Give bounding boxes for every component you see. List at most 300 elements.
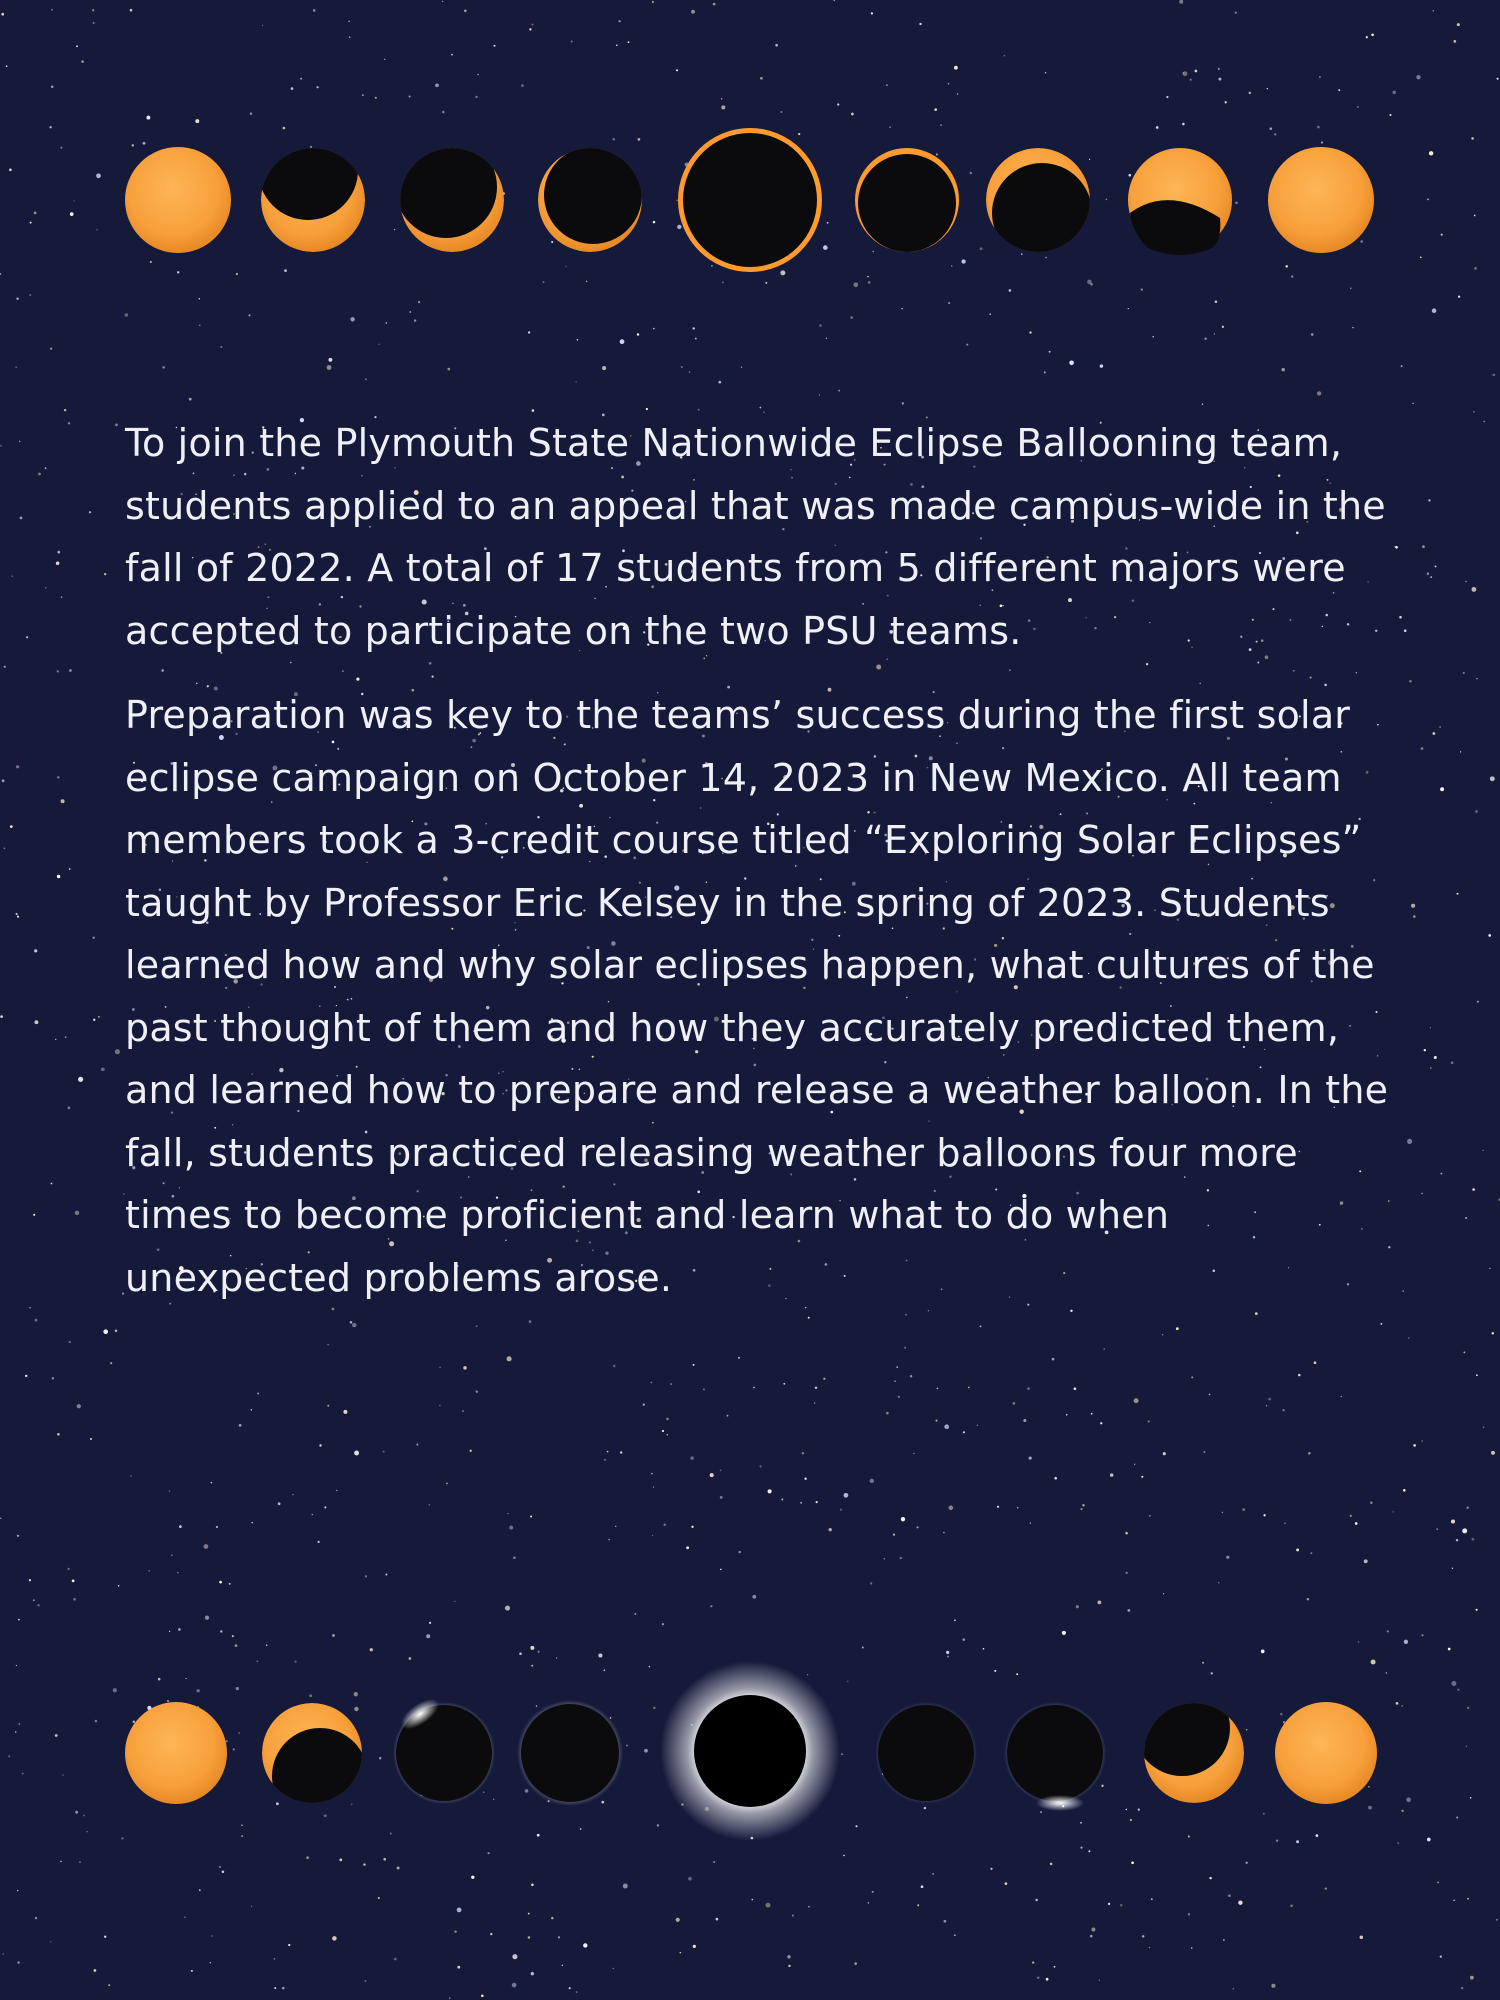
star xyxy=(29,1307,31,1309)
star xyxy=(854,1962,857,1965)
star xyxy=(1183,71,1188,76)
star xyxy=(1076,1605,1079,1608)
star xyxy=(800,1502,802,1504)
star xyxy=(187,213,189,215)
star xyxy=(12,576,13,577)
star xyxy=(449,1997,450,1998)
star xyxy=(1483,1426,1485,1428)
star xyxy=(93,937,95,939)
star xyxy=(1204,338,1206,340)
star xyxy=(1298,1374,1301,1377)
star xyxy=(1125,1572,1127,1574)
star xyxy=(1407,1139,1412,1144)
star xyxy=(1427,573,1429,575)
star xyxy=(1178,1732,1180,1734)
star xyxy=(968,1387,970,1389)
star xyxy=(266,1644,268,1646)
star xyxy=(365,379,366,380)
star xyxy=(934,108,937,111)
star xyxy=(134,1780,136,1782)
paragraph-preparation: Preparation was key to the teams’ success during the first solar eclipse campaign on October 14, 2023 in New Mexico. All team members took a 3-credit course titled “Exploring Solar Eclipses” taught by Professor Eric Kelsey in the spring of 2023. Students learned how and why solar eclipses happen, what cultures of the past thought of them and how they accurately predicted them, and learned how to prepare and release a weather balloon. In the fall, students practiced releasing weather balloons four more times to become proficient and learn what to do when unexpected problems arose. xyxy=(125,693,1389,1300)
star xyxy=(551,1917,553,1919)
star xyxy=(420,209,422,211)
star xyxy=(26,636,28,638)
star xyxy=(1320,196,1321,197)
star xyxy=(977,1425,979,1427)
star xyxy=(528,331,530,333)
star xyxy=(644,1749,648,1753)
star xyxy=(70,212,74,216)
star xyxy=(868,281,871,284)
star xyxy=(713,3,716,6)
star xyxy=(690,1456,693,1459)
star xyxy=(804,1477,806,1479)
star xyxy=(834,0,835,1)
star xyxy=(815,1387,817,1389)
star xyxy=(898,176,901,179)
star xyxy=(235,1644,238,1647)
star xyxy=(527,1753,530,1756)
star xyxy=(1395,546,1398,549)
star xyxy=(409,1657,412,1660)
star xyxy=(1214,333,1215,334)
star xyxy=(652,1,654,3)
star xyxy=(76,45,78,47)
star xyxy=(1321,141,1323,143)
star xyxy=(457,1908,462,1913)
star xyxy=(604,1459,605,1460)
star xyxy=(1120,1904,1122,1906)
star xyxy=(670,1383,672,1385)
star xyxy=(199,325,200,326)
star xyxy=(390,1833,392,1835)
star xyxy=(780,111,782,113)
star xyxy=(783,1383,785,1385)
star xyxy=(1428,499,1430,501)
star xyxy=(509,1526,513,1530)
star xyxy=(598,1653,602,1657)
star xyxy=(735,1756,740,1761)
star xyxy=(4,847,6,849)
star xyxy=(75,1211,79,1215)
star xyxy=(1163,1452,1166,1455)
star xyxy=(1040,1811,1042,1813)
star xyxy=(703,1389,705,1391)
star xyxy=(1370,1501,1373,1504)
star xyxy=(481,1995,484,1998)
star xyxy=(1371,1660,1376,1665)
star xyxy=(33,1214,35,1216)
star xyxy=(420,1794,422,1796)
star xyxy=(781,1499,783,1501)
star xyxy=(747,133,748,134)
star xyxy=(949,1506,954,1511)
star xyxy=(1023,1419,1026,1422)
star xyxy=(1458,296,1460,298)
star xyxy=(707,1765,709,1767)
star xyxy=(932,1873,933,1874)
star xyxy=(536,1705,538,1707)
star xyxy=(1035,192,1039,196)
star xyxy=(319,1444,321,1446)
star xyxy=(1190,79,1192,81)
star xyxy=(1401,1810,1403,1812)
star xyxy=(917,1904,919,1906)
star xyxy=(1352,327,1353,328)
star xyxy=(142,1787,143,1788)
star xyxy=(1222,1512,1224,1514)
star xyxy=(853,282,858,287)
star xyxy=(1101,1785,1103,1787)
star xyxy=(651,1473,652,1474)
star xyxy=(1355,1522,1358,1525)
star xyxy=(775,44,778,47)
star xyxy=(75,1811,78,1814)
star xyxy=(1005,1882,1008,1885)
star xyxy=(169,1490,170,1491)
star xyxy=(760,407,762,409)
star xyxy=(814,1402,815,1403)
star xyxy=(93,22,95,24)
star xyxy=(1062,1631,1066,1635)
star xyxy=(1440,787,1444,791)
star xyxy=(363,1863,365,1865)
star xyxy=(944,1920,947,1923)
star xyxy=(676,200,678,202)
star xyxy=(808,1906,810,1908)
star xyxy=(1316,1834,1319,1837)
star xyxy=(35,1917,37,1919)
star xyxy=(354,1451,359,1456)
star xyxy=(68,422,70,424)
star xyxy=(681,1803,683,1805)
star xyxy=(576,1991,578,1993)
star xyxy=(531,1972,534,1975)
star xyxy=(980,247,983,250)
star xyxy=(599,1728,601,1730)
star xyxy=(1049,351,1051,353)
star xyxy=(199,1889,201,1891)
star xyxy=(62,1774,63,1775)
star xyxy=(856,1825,858,1827)
star xyxy=(1080,1822,1082,1824)
star xyxy=(1473,411,1474,412)
star xyxy=(1436,1528,1438,1530)
star xyxy=(531,23,533,25)
star xyxy=(324,1814,327,1817)
star xyxy=(751,1837,754,1840)
star xyxy=(146,116,150,120)
star xyxy=(108,1984,110,1986)
star xyxy=(870,1479,874,1483)
star xyxy=(96,229,98,231)
star xyxy=(1463,1351,1465,1353)
star xyxy=(727,1415,729,1417)
star xyxy=(1151,1898,1153,1900)
star xyxy=(1235,12,1237,14)
star xyxy=(1317,126,1320,129)
star xyxy=(1462,1528,1467,1533)
star xyxy=(98,1016,100,1018)
star xyxy=(1218,78,1221,81)
star xyxy=(1029,1457,1032,1460)
star xyxy=(294,1660,296,1662)
star xyxy=(22,1773,24,1775)
star xyxy=(191,1970,193,1972)
star xyxy=(276,1802,279,1805)
star xyxy=(718,177,720,179)
star xyxy=(1360,240,1363,243)
star xyxy=(274,1958,276,1960)
star xyxy=(721,98,723,100)
star xyxy=(1045,72,1046,73)
star xyxy=(1311,333,1314,336)
star xyxy=(484,1758,487,1761)
star xyxy=(1297,1760,1298,1761)
star xyxy=(482,1777,484,1779)
star xyxy=(1477,1001,1479,1003)
star xyxy=(1483,421,1485,423)
star xyxy=(69,1341,71,1343)
star xyxy=(1235,201,1238,204)
star xyxy=(1463,672,1465,674)
star xyxy=(313,9,316,12)
star xyxy=(55,1734,58,1737)
star xyxy=(1396,1702,1399,1705)
star xyxy=(1325,1888,1327,1890)
star xyxy=(236,273,238,275)
star xyxy=(0,445,2,447)
star xyxy=(713,1861,715,1863)
star xyxy=(439,1405,440,1406)
star xyxy=(798,210,799,211)
star xyxy=(306,1856,309,1859)
star xyxy=(802,190,804,192)
star xyxy=(1045,257,1047,259)
star xyxy=(1408,1337,1410,1339)
star xyxy=(203,177,205,179)
star xyxy=(1099,1980,1100,1981)
star xyxy=(130,9,133,12)
star xyxy=(1389,114,1391,116)
star xyxy=(537,1834,540,1837)
paragraph-team-selection: To join the Plymouth State Nationwide Eclipse Ballooning team, students applied to an appeal that was made campus-wide in the fall of 2022. A total of 17 students from 5 different majors were accepted to participate on the two PSU teams. xyxy=(125,421,1386,653)
star xyxy=(720,1569,722,1571)
star xyxy=(572,1742,574,1744)
star xyxy=(1166,96,1168,98)
star xyxy=(753,1387,755,1389)
star xyxy=(162,366,165,369)
star xyxy=(1103,1348,1105,1350)
star xyxy=(652,1535,653,1536)
star xyxy=(1307,161,1310,164)
star xyxy=(948,83,950,85)
star xyxy=(94,1969,97,1972)
star xyxy=(1435,565,1437,567)
star xyxy=(543,281,545,283)
star xyxy=(1271,1984,1275,1988)
star xyxy=(798,133,800,135)
star xyxy=(1283,1409,1285,1411)
star xyxy=(476,1390,478,1392)
star xyxy=(147,1706,151,1710)
star xyxy=(57,776,59,778)
star xyxy=(1497,78,1499,80)
star xyxy=(608,1539,610,1541)
star xyxy=(768,1489,772,1493)
star xyxy=(1427,1838,1431,1842)
star xyxy=(327,365,332,370)
star xyxy=(502,192,505,195)
star xyxy=(819,394,820,395)
star xyxy=(204,1544,209,1549)
star xyxy=(375,97,377,99)
star xyxy=(936,153,938,155)
star xyxy=(1066,1414,1068,1416)
star xyxy=(1100,1422,1102,1424)
star xyxy=(72,1580,75,1583)
star xyxy=(997,1506,999,1508)
star xyxy=(19,441,20,442)
star xyxy=(530,1516,532,1518)
star xyxy=(348,21,349,22)
star xyxy=(1453,40,1456,43)
star xyxy=(233,1748,235,1750)
star xyxy=(115,1330,118,1333)
star xyxy=(51,86,54,89)
star xyxy=(1027,1387,1030,1390)
star xyxy=(512,1954,517,1959)
star xyxy=(610,1717,612,1719)
star xyxy=(220,346,222,348)
star xyxy=(1110,1473,1113,1476)
star xyxy=(189,398,192,401)
star xyxy=(1238,1901,1242,1905)
star xyxy=(870,1582,872,1584)
star xyxy=(1430,576,1432,578)
star xyxy=(705,1807,709,1811)
star xyxy=(1472,1188,1475,1191)
star xyxy=(1088,1850,1090,1852)
star xyxy=(1156,126,1159,129)
star xyxy=(442,111,445,114)
star xyxy=(434,228,436,230)
star xyxy=(1437,1881,1439,1883)
star xyxy=(475,96,477,98)
star xyxy=(963,1638,966,1641)
star xyxy=(205,1616,209,1620)
star xyxy=(45,467,47,469)
star xyxy=(902,402,904,404)
star xyxy=(1467,1898,1469,1900)
star xyxy=(1319,243,1321,245)
star xyxy=(1451,1519,1455,1523)
star xyxy=(61,799,65,803)
star xyxy=(1472,1538,1475,1541)
star xyxy=(1456,1817,1458,1819)
star xyxy=(86,1831,87,1832)
star xyxy=(362,94,364,96)
star xyxy=(1141,1476,1143,1478)
star xyxy=(1188,1836,1190,1838)
star xyxy=(966,344,968,346)
star xyxy=(1182,123,1185,126)
star xyxy=(284,269,287,272)
star xyxy=(1422,545,1425,548)
star xyxy=(1035,1899,1037,1901)
star xyxy=(689,371,691,373)
star xyxy=(257,1393,259,1395)
star xyxy=(507,1513,508,1514)
star xyxy=(149,1570,150,1571)
star xyxy=(1091,1927,1095,1931)
star xyxy=(1062,1805,1064,1807)
star xyxy=(1406,1797,1411,1802)
star xyxy=(1475,810,1478,813)
star xyxy=(195,119,199,123)
star xyxy=(1195,70,1198,73)
star xyxy=(802,1452,804,1454)
star xyxy=(480,1729,482,1731)
star xyxy=(1036,196,1038,198)
star xyxy=(238,1732,240,1734)
star xyxy=(1232,1988,1234,1990)
star xyxy=(318,1541,320,1543)
star xyxy=(365,1575,367,1577)
star xyxy=(1246,1729,1247,1730)
star xyxy=(1090,283,1093,286)
star xyxy=(1470,1797,1472,1799)
star xyxy=(38,473,41,476)
star xyxy=(521,84,524,87)
star xyxy=(940,124,942,126)
star xyxy=(336,1490,338,1492)
star xyxy=(1430,1027,1431,1028)
star xyxy=(104,573,106,575)
star xyxy=(463,1366,467,1370)
star xyxy=(1456,1539,1458,1541)
star xyxy=(1129,174,1132,177)
star xyxy=(1149,1947,1150,1948)
star xyxy=(93,1019,95,1021)
star xyxy=(158,207,160,209)
star xyxy=(219,1866,221,1868)
star xyxy=(95,1720,98,1723)
star xyxy=(239,1424,242,1427)
star xyxy=(843,1855,844,1856)
star xyxy=(886,84,888,86)
star xyxy=(34,949,37,952)
star xyxy=(691,10,695,14)
star xyxy=(1331,1756,1333,1758)
star xyxy=(893,1533,895,1535)
star xyxy=(900,1557,902,1559)
star xyxy=(788,1965,790,1967)
star xyxy=(1466,1506,1468,1508)
star xyxy=(529,28,531,30)
star xyxy=(1222,326,1224,328)
star xyxy=(1364,1559,1368,1563)
star xyxy=(884,1558,886,1560)
star xyxy=(184,1916,186,1918)
star xyxy=(1470,1976,1474,1980)
star xyxy=(823,1378,825,1380)
star xyxy=(370,1648,373,1651)
star xyxy=(1138,1809,1140,1811)
star xyxy=(1052,173,1053,174)
star xyxy=(862,1647,864,1649)
star xyxy=(1401,365,1403,367)
